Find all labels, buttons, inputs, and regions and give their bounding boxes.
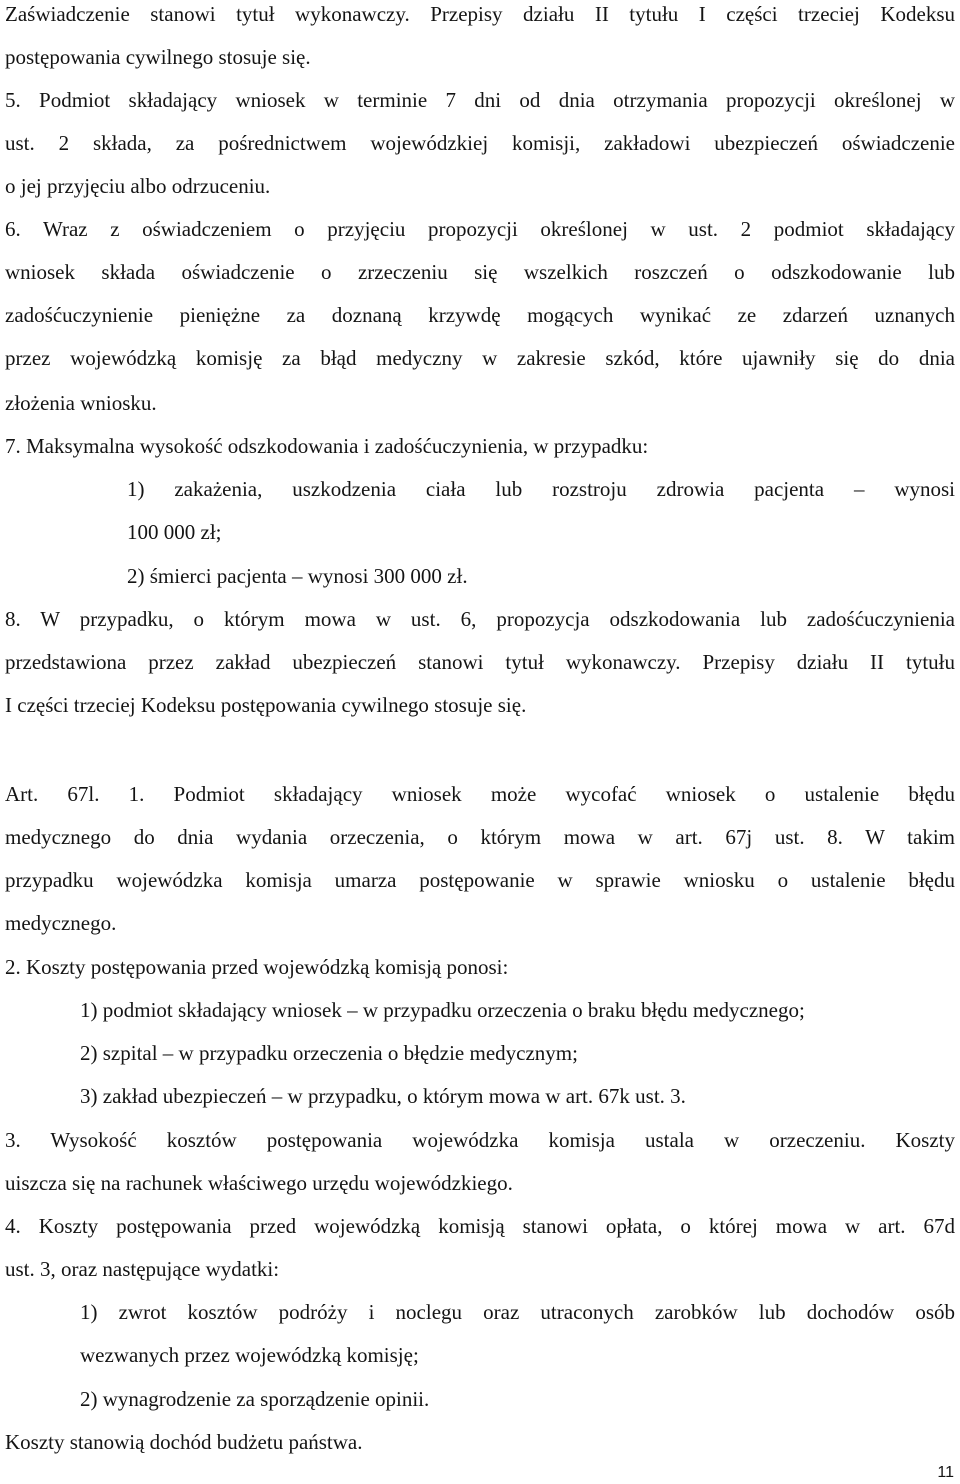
text-line: Zaświadczenie stanowi tytuł wykonawczy. Przepisy działu II tytułu I części trzeciej Kodeksu [5, 2, 955, 26]
text-line: ust. 3, oraz następujące wydatki: [5, 1257, 280, 1281]
text-line: 4. Koszty postępowania przed wojewódzką komisją stanowi opłata, o której mowa w art. 67d [5, 1214, 955, 1238]
text-line: 2. Koszty postępowania przed wojewódzką komisją ponosi: [5, 955, 509, 979]
list-item: 2) śmierci pacjenta – wynosi 300 000 zł. [127, 564, 468, 588]
page-number: 11 [937, 1464, 954, 1481]
text-line: 6. Wraz z oświadczeniem o przyjęciu propozycji określonej w ust. 2 podmiot składający [5, 217, 955, 241]
text-line: Koszty stanowią dochód budżetu państwa. [5, 1430, 363, 1454]
text-line: medycznego do dnia wydania orzeczenia, o którym mowa w art. 67j ust. 8. W takim [5, 825, 955, 849]
text-line: postępowania cywilnego stosuje się. [5, 45, 311, 69]
text-line: przez wojewódzką komisję za błąd medyczny w zakresie szkód, które ujawniły się do dnia [5, 346, 955, 370]
text-line: przedstawiona przez zakład ubezpieczeń stanowi tytuł wykonawczy. Przepisy działu II tytułu [5, 650, 955, 674]
text-line: 5. Podmiot składający wniosek w terminie 7 dni od dnia otrzymania propozycji określonej w [5, 88, 955, 112]
text-line: 8. W przypadku, o którym mowa w ust. 6, propozycja odszkodowania lub zadośćuczynienia [5, 607, 955, 631]
text-line: o jej przyjęciu albo odrzuceniu. [5, 174, 271, 198]
text-line: złożenia wniosku. [5, 391, 157, 415]
text-line: I części trzeciej Kodeksu postępowania cywilnego stosuje się. [5, 693, 527, 717]
text-line: ust. 2 składa, za pośrednictwem wojewódzkiej komisji, zakładowi ubezpieczeń oświadczenie [5, 131, 955, 155]
list-item: wezwanych przez wojewódzką komisję; [80, 1343, 419, 1367]
text-line: wniosek składa oświadczenie o zrzeczeniu się wszelkich roszczeń o odszkodowanie lub [5, 260, 955, 284]
list-item: 1) zakażenia, uszkodzenia ciała lub rozstroju zdrowia pacjenta – wynosi [127, 477, 955, 501]
list-item: 2) wynagrodzenie za sporządzenie opinii. [80, 1387, 430, 1411]
text-line: uiszcza się na rachunek właściwego urzędu wojewódzkiego. [5, 1171, 513, 1195]
article-heading-line: Art. 67l. 1. Podmiot składający wniosek może wycofać wniosek o ustalenie błędu [5, 782, 955, 806]
text-line: medycznego. [5, 911, 117, 935]
text-line: zadośćuczynienie pieniężne za doznaną krzywdę mogących wynikać ze zdarzeń uznanych [5, 303, 955, 327]
list-item: 100 000 zł; [127, 520, 222, 544]
text-line: przypadku wojewódzka komisja umarza postępowanie w sprawie wniosku o ustalenie błędu [5, 868, 955, 892]
list-item: 3) zakład ubezpieczeń – w przypadku, o którym mowa w art. 67k ust. 3. [80, 1084, 686, 1108]
list-item: 1) zwrot kosztów podróży i noclegu oraz utraconych zarobków lub dochodów osób [80, 1300, 955, 1324]
text-line: 7. Maksymalna wysokość odszkodowania i zadośćuczynienia, w przypadku: [5, 434, 649, 458]
list-item: 2) szpital – w przypadku orzeczenia o błędzie medycznym; [80, 1041, 578, 1065]
list-item: 1) podmiot składający wniosek – w przypadku orzeczenia o braku błędu medycznego; [80, 998, 805, 1022]
text-line: 3. Wysokość kosztów postępowania wojewódzka komisja ustala w orzeczeniu. Koszty [5, 1128, 955, 1152]
